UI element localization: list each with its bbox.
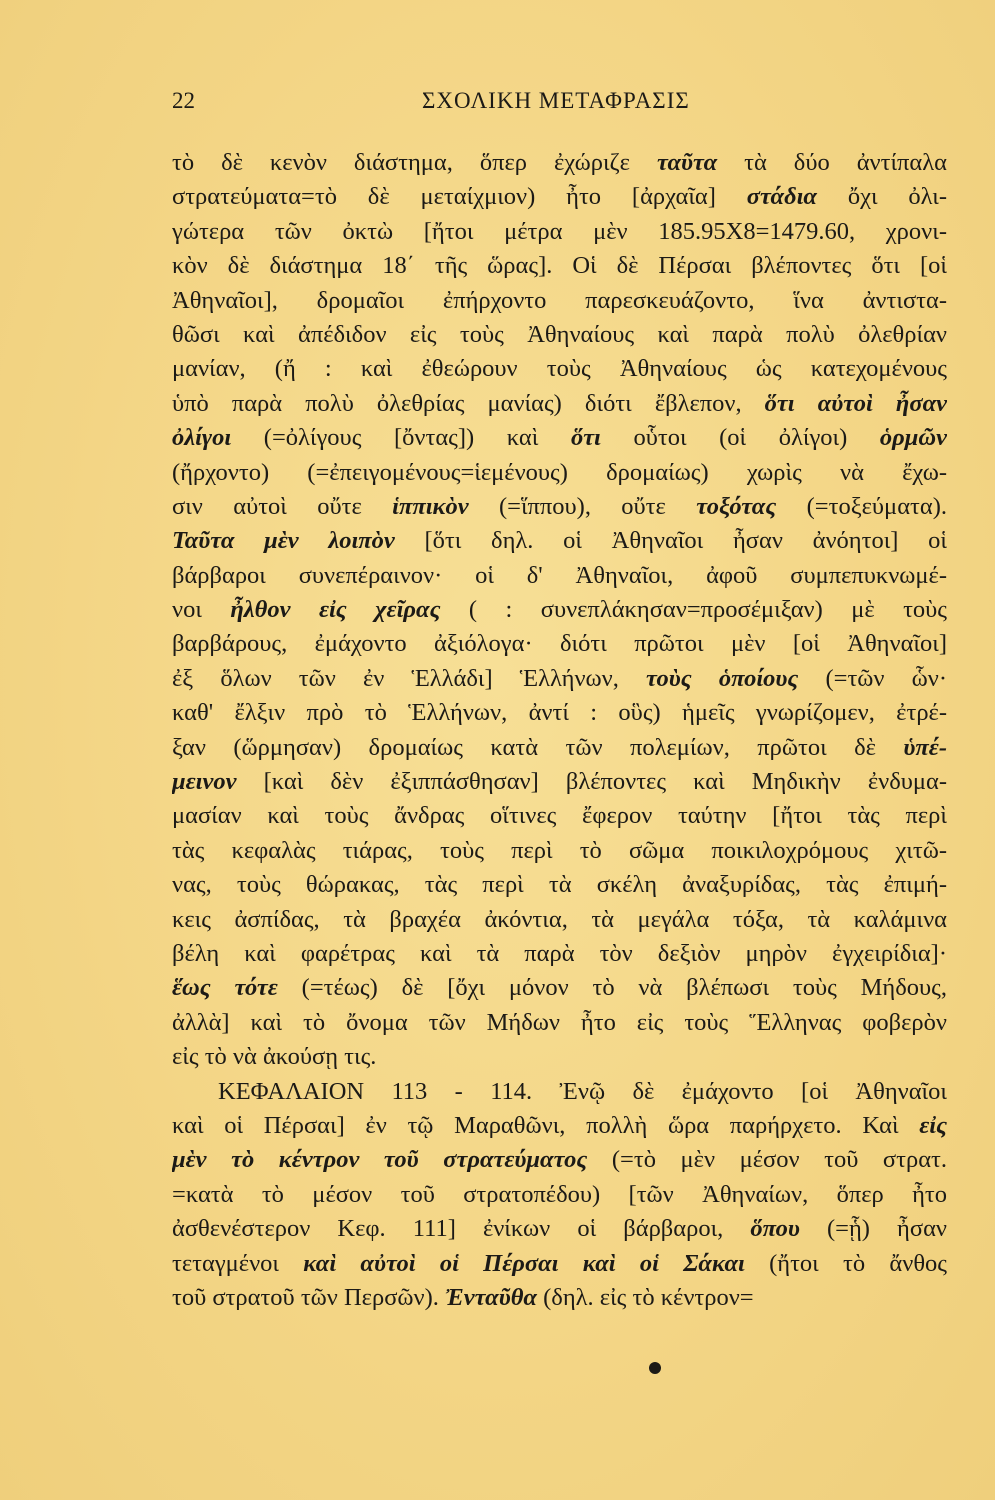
text-run: (=ἵππου), οὔτε — [468, 492, 697, 520]
text-run: ἀλλὰ] καὶ τὸ ὄνομα τῶν Μήδων ἦτο εἰς τοὺς Ἕλληνας φοβερὸν — [172, 1008, 947, 1036]
text-line — [172, 627, 947, 661]
text-run: βέλη καὶ φαρέτρας καὶ τὰ παρὰ τὸν δεξιὸν μηρὸν ἐγχειρίδια]· — [172, 939, 947, 967]
text-run: ὄχι ὀλι- — [816, 183, 947, 211]
text-line — [172, 937, 947, 971]
text-run: μανίαν, (ἤ : καὶ ἐθεώρουν τοὺς Ἀθηναίους ὡς κατεχομένους — [172, 355, 947, 383]
running-title: ΣΧΟΛΙΚΗ ΜΕΤΑΦΡΑΣΙΣ — [422, 88, 690, 113]
text-line — [172, 1006, 947, 1040]
text-line — [172, 1143, 947, 1177]
body-text — [172, 146, 947, 1315]
bold-phrase: μὲν τὸ κέντρον τοῦ στρατεύματος — [172, 1146, 588, 1174]
bold-phrase: ὅτι αὐτοὶ ἦσαν — [764, 389, 947, 417]
text-run: (ἤτοι τὸ ἄνθος — [744, 1249, 947, 1277]
text-run: βαρβάρους, ἐμάχοντο ἀξιόλογα· διότι πρῶτοι μὲν [οἱ Ἀθηναῖοι] — [172, 630, 947, 658]
bold-phrase: μεινον — [172, 768, 237, 796]
text-run: ὑπὸ παρὰ πολὺ ὀλεθρίας μανίας) διότι ἔβλεπον, — [172, 389, 765, 417]
text-run: ΚΕΦΑΛΑΙΟΝ 113 - 114. Ἐνῷ δὲ ἐμάχοντο [οἱ Ἀθηναῖοι — [218, 1077, 947, 1105]
text-run: νοι — [172, 596, 231, 624]
text-run: [καὶ δὲν ἐξιππάσθησαν] βλέποντες καὶ Μηδικὴν ἐνδυμα- — [236, 768, 947, 796]
ink-dot — [649, 1362, 661, 1374]
page-number: 22 — [172, 88, 195, 113]
text-line — [172, 318, 947, 352]
text-line — [172, 490, 947, 524]
text-line — [172, 559, 947, 593]
bold-phrase: καὶ αὐτοὶ οἱ Πέρσαι καὶ οἱ Σάκαι — [303, 1249, 745, 1277]
text-line — [172, 456, 947, 490]
bold-phrase: ὀλίγοι — [172, 424, 232, 452]
page-header — [172, 88, 772, 124]
text-line — [172, 696, 947, 730]
text-run: Ἀθηναῖοι], δρομαῖοι ἐπήρχοντο παρεσκευάζοντο, ἵνα ἀντιστα- — [172, 286, 947, 314]
text-run: στρατεύματα=τὸ δὲ μεταίχμιον) ἦτο [ἀρχαῖα] — [172, 183, 747, 211]
text-run: καθ' ἔλξιν πρὸ τὸ Ἑλλήνων, ἀντί : οὓς) ἡμεῖς γνωρίζομεν, ἐτρέ- — [172, 699, 947, 727]
text-line — [172, 284, 947, 318]
text-run: μασίαν καὶ τοὺς ἄνδρας οἵτινες ἔφερον ταύτην [ἤτοι τὰς περὶ — [172, 802, 947, 830]
text-run: =κατὰ τὸ μέσον τοῦ στρατοπέδου) [τῶν Ἀθηναίων, ὅπερ ἦτο — [172, 1180, 947, 1208]
text-line — [172, 146, 947, 180]
text-line — [172, 352, 947, 386]
text-line — [172, 1075, 947, 1109]
text-line — [172, 1247, 947, 1281]
text-run: θῶσι καὶ ἀπέδιδον εἰς τοὺς Ἀθηναίους καὶ παρὰ πολὺ ὀλεθρίαν — [172, 320, 947, 348]
text-run: εἰς τὸ νὰ ἀκούσῃ τις. — [172, 1043, 377, 1071]
text-run: (=ὀλίγους [ὄντας]) καὶ — [231, 424, 571, 452]
bold-phrase: ὅτι — [570, 424, 601, 452]
text-line — [172, 1281, 947, 1315]
text-line — [172, 1212, 947, 1246]
text-run: (=τῶν ὧν· — [798, 664, 947, 692]
bold-phrase: ἕως τότε — [172, 974, 278, 1002]
text-line — [172, 834, 947, 868]
text-run: (=ᾗ) ἦσαν — [799, 1215, 947, 1243]
text-run: σιν αὐτοὶ οὔτε — [172, 492, 393, 520]
text-run: (ἤρχοντο) (=ἐπειγομένους=ἱεμένους) δρομαίως) χωρὶς νὰ ἔχω- — [172, 458, 947, 486]
bold-phrase: τοξότας — [696, 492, 777, 520]
text-line — [172, 868, 947, 902]
text-run: ( : συνεπλάκησαν=προσέμιξαν) μὲ τοὺς — [440, 596, 947, 624]
bold-phrase: ἱππικὸν — [392, 492, 469, 520]
text-line — [172, 765, 947, 799]
bold-phrase: ὁρμῶν — [879, 424, 947, 452]
text-line — [172, 524, 947, 558]
text-line — [172, 593, 947, 627]
bold-phrase: εἰς — [919, 1111, 947, 1139]
text-run: καὶ οἱ Πέρσαι] ἐν τῷ Μαραθῶνι, πολλὴ ὥρα παρήρχετο. Καὶ — [172, 1111, 920, 1139]
text-run: (=τὸ μὲν μέσον τοῦ στρατ. — [587, 1146, 947, 1174]
bold-phrase: ἦλθον εἰς χεῖρας — [230, 596, 441, 624]
text-run: τοῦ στρατοῦ τῶν Περσῶν). — [172, 1283, 446, 1311]
text-run: νας, τοὺς θώρακας, τὰς περὶ τὰ σκέλη ἀναξυρίδας, τὰς ἐπιμή- — [172, 871, 947, 899]
text-run: γώτερα τῶν ὀκτὼ [ἤτοι μέτρα μὲν 185.95Χ8=1479.60, χρονι- — [172, 217, 947, 245]
text-run: κὸν δὲ διάστημα 18΄ τῆς ὥρας]. Οἱ δὲ Πέρσαι βλέποντες ὅτι [οἱ — [172, 252, 947, 280]
text-run: τὰ δύο ἀντίπαλα — [717, 149, 947, 176]
text-run: (δηλ. εἰς τὸ κέντρον= — [537, 1283, 754, 1311]
text-line — [172, 971, 947, 1005]
text-line — [172, 421, 947, 455]
text-run: οὗτοι (οἱ ὀλίγοι) — [600, 424, 880, 452]
text-line — [172, 1040, 947, 1074]
bold-phrase: ὑπέ- — [903, 733, 947, 761]
text-line — [172, 662, 947, 696]
text-run: [ὅτι δηλ. οἱ Ἀθηναῖοι ἦσαν ἀνόητοι] οἱ — [394, 527, 947, 555]
text-line — [172, 180, 947, 214]
text-run: τὰς κεφαλὰς τιάρας, τοὺς περὶ τὸ σῶμα ποικιλοχρόμους χιτῶ- — [172, 836, 947, 864]
text-run: τεταγμένοι — [172, 1249, 304, 1277]
text-line — [172, 1178, 947, 1212]
text-line — [172, 387, 947, 421]
bold-phrase: Ταῦτα μὲν λοιπὸν — [172, 527, 395, 555]
text-run: ἐξ ὅλων τῶν ἐν Ἑλλάδι] Ἑλλήνων, — [172, 664, 647, 692]
bold-phrase: ταῦτα — [656, 149, 718, 176]
text-line — [172, 903, 947, 937]
text-run: κεις ἀσπίδας, τὰ βραχέα ἀκόντια, τὰ μεγάλα τόξα, τὰ καλάμινα — [172, 905, 947, 933]
text-run: (=τοξεύματα). — [776, 492, 947, 520]
text-line — [172, 799, 947, 833]
text-line — [172, 1109, 947, 1143]
bold-phrase: ὅπου — [750, 1215, 800, 1243]
text-run: (=τέως) δὲ [ὄχι μόνον τὸ νὰ βλέπωσι τοὺς Μήδους, — [277, 974, 947, 1002]
text-run: τὸ δὲ κενὸν διάστημα, ὅπερ ἐχώριζε — [172, 149, 657, 176]
bold-phrase: Ἐνταῦθα — [445, 1283, 537, 1311]
bold-phrase: τοὺς ὁποίους — [646, 664, 799, 692]
text-run: ξαν (ὥρμησαν) δρομαίως κατὰ τῶν πολεμίων, πρῶτοι δὲ — [172, 733, 904, 761]
text-run: βάρβαροι συνεπέραινον· οἱ δ' Ἀθηναῖοι, ἀφοῦ συμπεπυκνωμέ- — [172, 561, 947, 589]
text-line — [172, 731, 947, 765]
text-line — [172, 215, 947, 249]
text-run: ἀσθενέστερον Κεφ. 111] ἐνίκων οἱ βάρβαροι, — [172, 1215, 751, 1243]
bold-phrase: στάδια — [746, 183, 817, 211]
text-line — [172, 249, 947, 283]
